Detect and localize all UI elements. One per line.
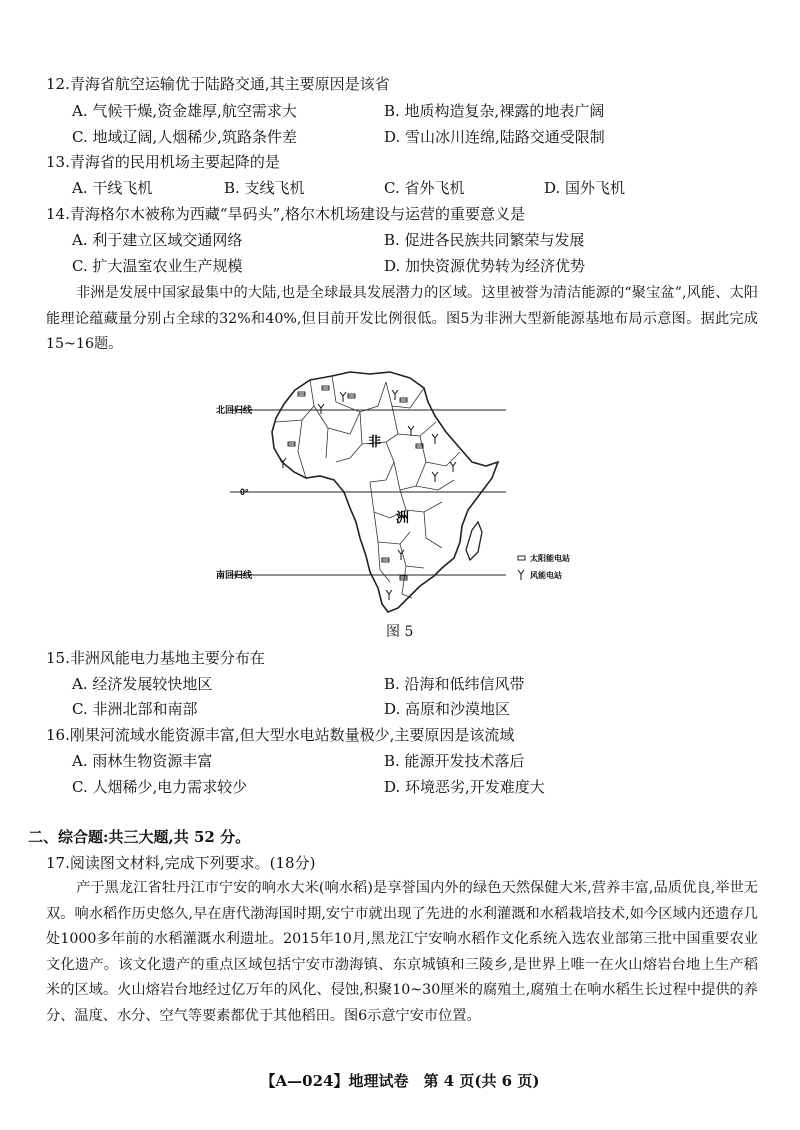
page-footer: 【A—024】地理试卷 第 4 页(共 6 页) xyxy=(260,1072,540,1090)
africa-intro-text: 非洲是发展中国家最集中的大陆,也是全球最具发展潜力的区域。这里被誉为清洁能源的“聚宝盆”,风能、太阳能理论蕴藏量分别占全球的32%和40%,但目前开发比例很低。图5为非洲大型新能源基地布局示意图。据此完成15~16题。 xyxy=(46,285,758,353)
map-legend xyxy=(518,553,570,580)
section-2-heading: 二、综合题:共三大题,共 52 分。 xyxy=(28,828,251,846)
q15-option-c: C. 非洲北部和南部 xyxy=(72,700,198,718)
q15-option-d: D. 高原和沙漠地区 xyxy=(384,700,511,718)
q13-option-d: D. 国外飞机 xyxy=(544,179,626,197)
q16-option-a: A. 雨林生物资源丰富 xyxy=(72,752,213,770)
madagascar-outline xyxy=(466,522,482,560)
q15-option-a: A. 经济发展较快地区 xyxy=(72,675,213,693)
q13-stem: 13.青海省的民用机场主要起降的是 xyxy=(46,153,280,171)
q16-option-c: C. 人烟稀少,电力需求较少 xyxy=(72,778,248,796)
wind-station-icon xyxy=(432,472,438,482)
q13-option-b: B. 支线飞机 xyxy=(224,179,305,197)
wind-station-icon xyxy=(450,462,456,472)
q17-stem: 17.阅读图文材料,完成下列要求。(18分) xyxy=(46,854,316,872)
africa-map-svg xyxy=(210,362,570,622)
wind-station-icon xyxy=(432,434,438,444)
q13-option-a: A. 干线飞机 xyxy=(72,179,153,197)
q15-stem: 15.非洲风能电力基地主要分布在 xyxy=(46,649,265,667)
wind-station-icon xyxy=(318,404,324,414)
q17-passage-text: 产于黑龙江省牡丹江市宁安的响水大米(响水稻)是享誉国内外的绿色天然保健大米,营养丰富,品质优良,举世无双。响水稻作历史悠久,早在唐代渤海国时期,安宁市就出现了先进的水利灌溉和水稻栽培技术,如今区域内还遗存几处1000多年前的水稻灌溉水利遗址。2015年10月,黑龙江宁安响水稻作文化系统入选农业部第三批中国重要农业文化遗产。该文化遗产的重点区域包括宁安市渤海镇、东京城镇和三陵乡,是世界上唯一在火山熔岩台地上生产稻米的区域。火山熔岩台地经过亿万年的风化、侵蚀,积聚10~30厘米的腐殖土,腐殖土在响水稻生长过程中提供的养分、温度、水分、空气等要素都优于其他稻田。图6示意宁安市位置。 xyxy=(46,880,758,1024)
figure-5-africa-map xyxy=(210,362,570,622)
solar-station-icon xyxy=(348,394,355,398)
q14-option-b: B. 促进各民族共同繁荣与发展 xyxy=(384,231,585,249)
q12-option-c: C. 地域辽阔,人烟稀少,筑路条件差 xyxy=(72,128,298,146)
tropic-of-cancer-label: 北回归线 xyxy=(216,405,253,415)
figure-5-caption: 图 5 xyxy=(386,624,414,640)
solar-station-icon xyxy=(322,386,329,390)
q14-option-a: A. 利于建立区域交通网络 xyxy=(72,231,243,249)
q16-option-b: B. 能源开发技术落后 xyxy=(384,752,525,770)
q12-option-b: B. 地质构造复杂,裸露的地表广阔 xyxy=(384,102,605,120)
wind-station-icon xyxy=(386,590,392,600)
wind-station-icon xyxy=(392,390,398,400)
equator-label: 0° xyxy=(240,487,249,497)
q17-passage xyxy=(46,876,758,1030)
tropic-of-capricorn-label: 南回归线 xyxy=(216,570,253,580)
africa-intro-paragraph xyxy=(46,281,758,358)
q16-stem: 16.刚果河流域水能资源丰富,但大型水电站数量极少,主要原因是该流域 xyxy=(46,726,515,744)
q12-option-a: A. 气候干燥,资金雄厚,航空需求大 xyxy=(72,102,297,120)
q14-option-d: D. 加快资源优势转为经济优势 xyxy=(384,257,586,275)
legend-wind-icon xyxy=(518,570,524,580)
q15-option-b: B. 沿海和低纬信风带 xyxy=(384,675,525,693)
solar-station-icon xyxy=(400,576,407,580)
wind-station-icon xyxy=(408,426,414,436)
africa-char-2: 洲 xyxy=(396,511,410,526)
legend-wind-label: 风能电站 xyxy=(530,571,562,580)
q12-option-d: D. 雪山冰川连绵,陆路交通受限制 xyxy=(384,128,605,146)
africa-char-1: 非 xyxy=(368,435,382,450)
legend-solar-label: 太阳能电站 xyxy=(530,554,570,563)
q13-option-c: C. 省外飞机 xyxy=(384,179,465,197)
q12-stem: 12.青海省航空运输优于陆路交通,其主要原因是该省 xyxy=(46,75,390,93)
wind-station-icon xyxy=(280,458,286,468)
solar-station-icon xyxy=(298,392,305,396)
legend-solar-icon xyxy=(518,556,525,560)
solar-station-icon xyxy=(382,558,389,562)
wind-stations xyxy=(280,390,456,600)
wind-station-icon xyxy=(340,392,346,402)
solar-station-icon xyxy=(288,442,295,446)
q14-stem: 14.青海格尔木被称为西藏“旱码头”,格尔木机场建设与运营的重要意义是 xyxy=(46,205,525,223)
solar-station-icon xyxy=(400,398,407,402)
q14-option-c: C. 扩大温室农业生产规模 xyxy=(72,257,243,275)
q16-option-d: D. 环境恶劣,开发难度大 xyxy=(384,778,545,796)
